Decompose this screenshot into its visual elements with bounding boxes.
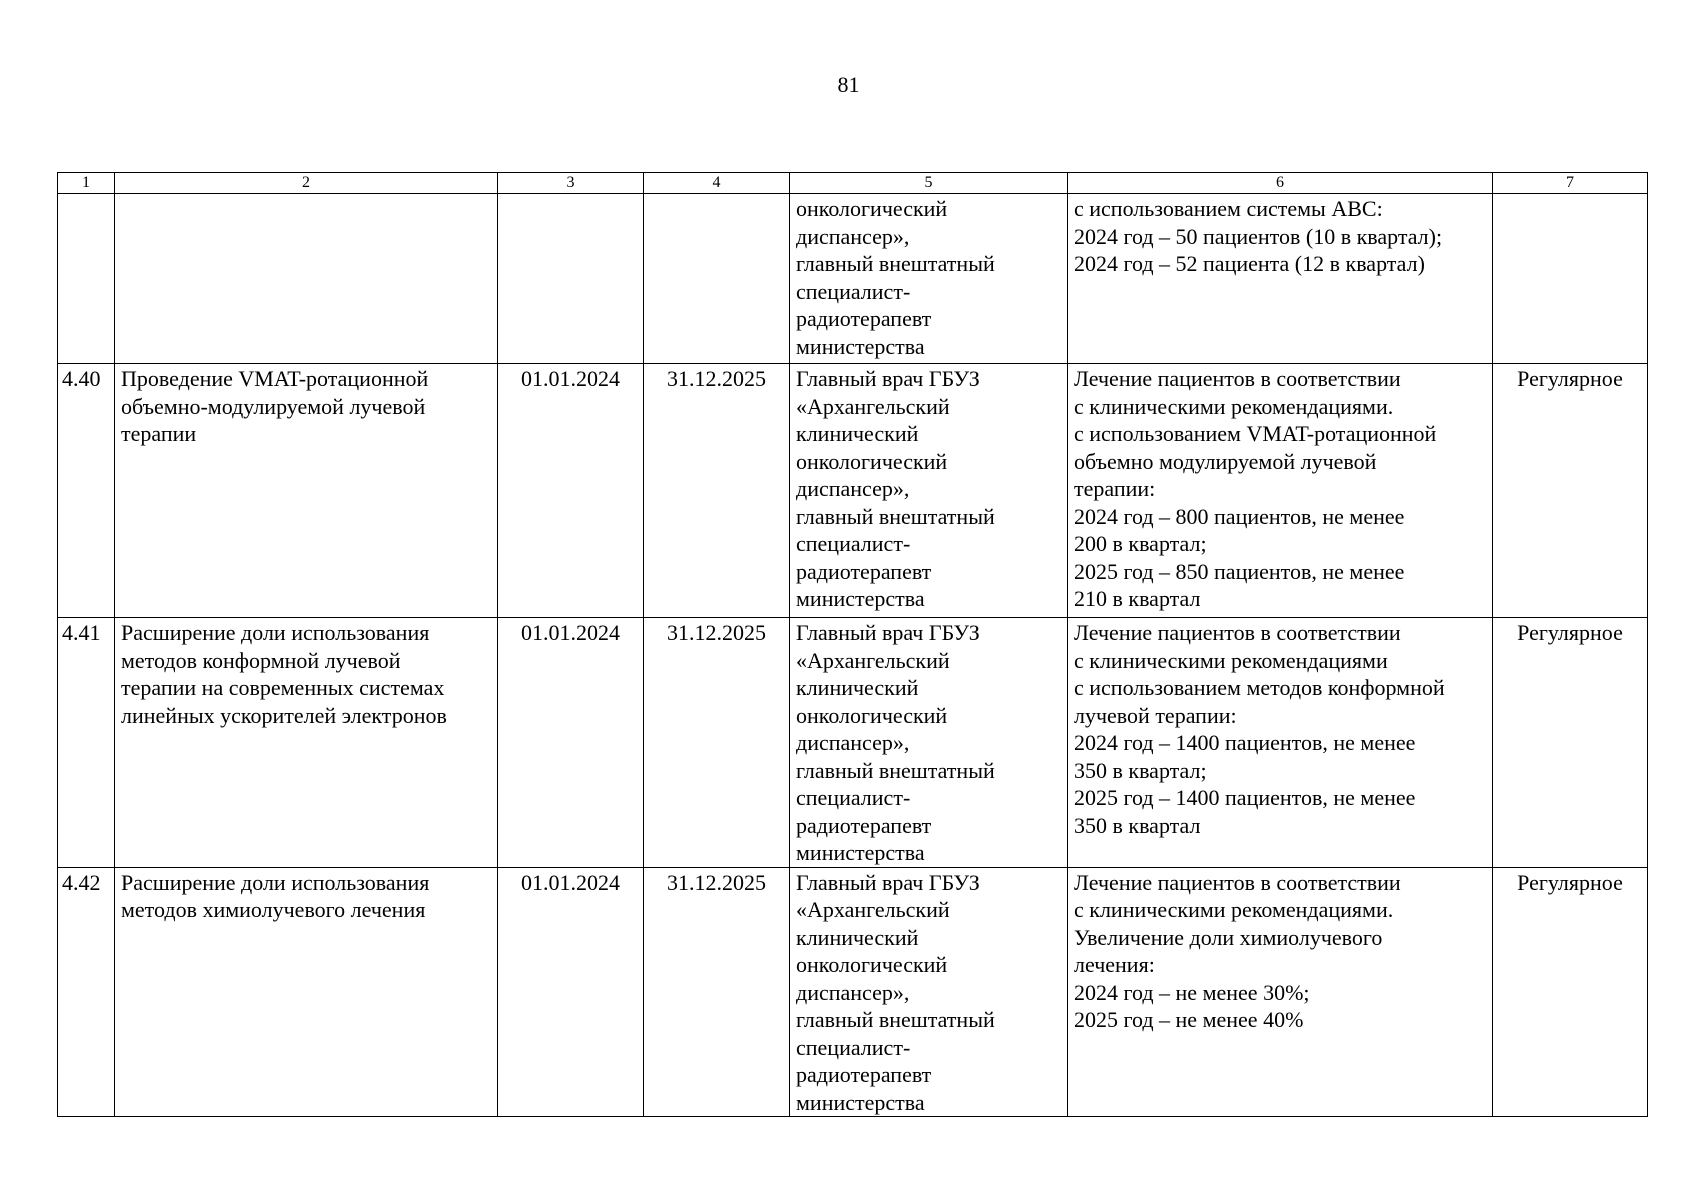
result-line: 350 в квартал <box>1074 812 1201 838</box>
column-number: 5 <box>790 173 1068 194</box>
responsible-line: онкологический <box>796 448 948 474</box>
responsible-line: министерства <box>796 840 925 865</box>
responsible-line: главный внештатный <box>796 251 995 276</box>
responsible-line: специалист- <box>796 1034 911 1060</box>
result-cell <box>1068 618 1493 868</box>
responsible-line: диспансер», <box>796 730 910 755</box>
result-cell <box>1068 194 1493 364</box>
table-row <box>58 364 1648 618</box>
responsible-line: специалист- <box>796 531 911 556</box>
responsible-line: «Архангельский <box>796 647 950 673</box>
responsible-cell <box>790 364 1068 618</box>
responsible-line: специалист- <box>796 785 911 810</box>
end-date-cell: 31.12.2025 <box>644 618 790 868</box>
result-line: с клиническими рекомендациями <box>1074 647 1388 673</box>
responsible-line: Главный врач ГБУЗ <box>796 366 980 391</box>
activity-name-cell <box>115 194 498 364</box>
result-line: 2024 год – 800 пациентов, не менее <box>1074 503 1405 529</box>
responsible-line: радиотерапевт <box>796 306 932 331</box>
responsible-line: министерства <box>796 1089 925 1115</box>
responsible-line: диспансер», <box>796 979 910 1005</box>
column-number-row <box>58 173 1648 194</box>
item-number-cell: 4.42 <box>58 867 115 1117</box>
responsible-line: онкологический <box>796 702 948 728</box>
activity-name-line: линейных ускорителей электронов <box>121 702 447 728</box>
activities-table <box>57 172 1648 1117</box>
responsible-line: диспансер», <box>796 476 910 501</box>
column-number: 2 <box>115 173 498 194</box>
result-line: с клиническими рекомендациями. <box>1074 897 1394 922</box>
responsible-line: министерства <box>796 586 925 611</box>
responsible-line: главный внештатный <box>796 1007 995 1032</box>
page-number: 81 <box>837 72 860 97</box>
result-line: 200 в квартал; <box>1074 531 1207 556</box>
responsible-cell <box>790 867 1068 1117</box>
responsible-line: главный внештатный <box>796 757 995 783</box>
responsible-line: онкологический <box>796 952 948 977</box>
result-line: Лечение пациентов в соответствии <box>1074 366 1401 391</box>
result-line: Увеличение доли химиолучевого <box>1074 924 1383 950</box>
responsible-line: клинический <box>796 675 919 700</box>
responsible-line: клинический <box>796 421 919 446</box>
result-line: терапии: <box>1074 476 1156 501</box>
responsible-line: Главный врач ГБУЗ <box>796 620 980 645</box>
result-cell <box>1068 867 1493 1117</box>
responsible-line: радиотерапевт <box>796 1062 932 1087</box>
responsible-line: радиотерапевт <box>796 812 932 838</box>
start-date-cell: 01.01.2024 <box>498 364 644 618</box>
end-date-cell <box>644 194 790 364</box>
start-date-cell: 01.01.2024 <box>498 867 644 1117</box>
responsible-line: онкологический <box>796 196 948 221</box>
activity-name-line: терапии <box>121 421 197 446</box>
responsible-cell <box>790 618 1068 868</box>
result-line: 2024 год – 52 пациента (12 в квартал) <box>1074 251 1425 276</box>
end-date-cell: 31.12.2025 <box>644 364 790 618</box>
start-date-cell <box>498 194 644 364</box>
column-number: 3 <box>498 173 644 194</box>
responsible-line: главный внештатный <box>796 503 995 529</box>
result-line: с использованием системы АВС: <box>1074 196 1383 221</box>
result-line: с использованием методов конформной <box>1074 675 1445 700</box>
activity-name-line: методов конформной лучевой <box>121 647 401 673</box>
result-line: 210 в квартал <box>1074 586 1201 611</box>
responsible-cell <box>790 194 1068 364</box>
column-number: 4 <box>644 173 790 194</box>
activity-type-cell: Регулярное <box>1493 618 1648 868</box>
activity-name-line: Расширение доли использования <box>121 620 430 645</box>
result-line: с использованием VMAT-ротационной <box>1074 421 1437 446</box>
activity-type-cell: Регулярное <box>1493 867 1648 1117</box>
activity-name-cell <box>115 867 498 1117</box>
result-line: лечения: <box>1074 952 1155 977</box>
activity-name-line: терапии на современных системах <box>121 675 445 700</box>
result-line: 2025 год – 1400 пациентов, не менее <box>1074 785 1416 810</box>
responsible-line: «Архангельский <box>796 897 950 922</box>
result-line: лучевой терапии: <box>1074 702 1237 728</box>
activity-type-cell: Регулярное <box>1493 364 1648 618</box>
activity-name-cell <box>115 618 498 868</box>
activity-type-cell <box>1493 194 1648 364</box>
table-row <box>58 867 1648 1117</box>
activity-name-cell <box>115 364 498 618</box>
responsible-line: «Архангельский <box>796 393 950 419</box>
column-number: 1 <box>58 173 115 194</box>
result-line: объемно модулируемой лучевой <box>1074 448 1377 474</box>
result-line: 2025 год – не менее 40% <box>1074 1007 1304 1032</box>
result-line: Лечение пациентов в соответствии <box>1074 869 1401 895</box>
start-date-cell: 01.01.2024 <box>498 618 644 868</box>
result-cell <box>1068 364 1493 618</box>
result-line: 2024 год – 50 пациентов (10 в квартал); <box>1074 223 1443 249</box>
result-line: Лечение пациентов в соответствии <box>1074 620 1401 645</box>
end-date-cell: 31.12.2025 <box>644 867 790 1117</box>
responsible-line: клинический <box>796 924 919 950</box>
item-number-cell: 4.41 <box>58 618 115 868</box>
item-number-cell: 4.40 <box>58 364 115 618</box>
result-line: 2025 год – 850 пациентов, не менее <box>1074 558 1405 584</box>
activity-name-line: объемно-модулируемой лучевой <box>121 393 426 419</box>
table-row <box>58 194 1648 364</box>
activity-name-line: Проведение VMAT-ротационной <box>121 366 429 391</box>
item-number-cell <box>58 194 115 364</box>
responsible-line: диспансер», <box>796 223 910 249</box>
responsible-line: министерства <box>796 333 925 359</box>
result-line: 2024 год – не менее 30%; <box>1074 979 1310 1005</box>
activity-name-line: методов химиолучевого лечения <box>121 897 426 922</box>
table-row <box>58 618 1648 868</box>
activity-name-line: Расширение доли использования <box>121 869 430 895</box>
column-number: 7 <box>1493 173 1648 194</box>
result-line: с клиническими рекомендациями. <box>1074 393 1394 419</box>
result-line: 2024 год – 1400 пациентов, не менее <box>1074 730 1416 755</box>
result-line: 350 в квартал; <box>1074 757 1207 783</box>
responsible-line: Главный врач ГБУЗ <box>796 869 980 895</box>
responsible-line: радиотерапевт <box>796 558 932 584</box>
responsible-line: специалист- <box>796 278 911 304</box>
column-number: 6 <box>1068 173 1493 194</box>
